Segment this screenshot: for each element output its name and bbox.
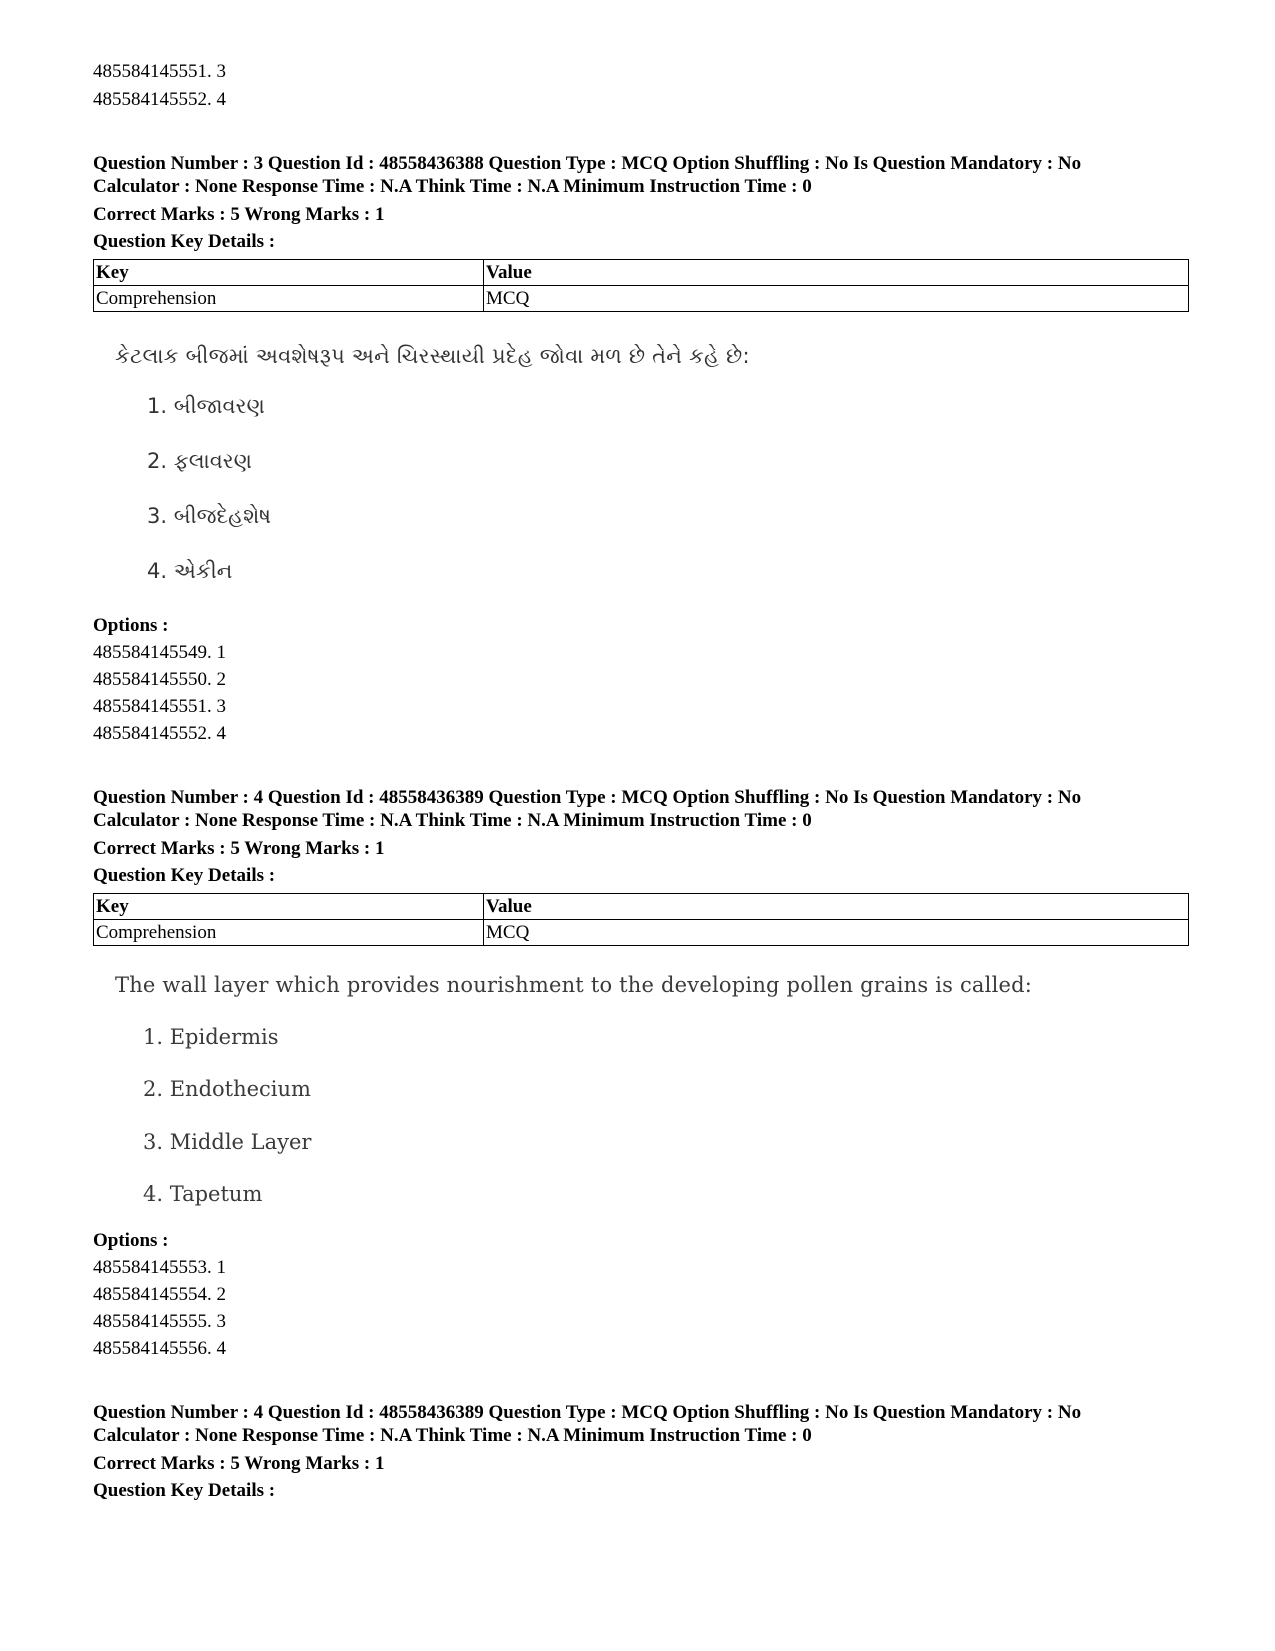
choice-item: 1. બીજાવરણ	[147, 394, 265, 418]
choice-item: 4. એકીન	[147, 559, 233, 583]
option-line: 485584145551. 3	[93, 696, 226, 717]
option-line: 485584145554. 2	[93, 1284, 226, 1305]
marks-line: Correct Marks : 5 Wrong Marks : 1	[93, 1453, 385, 1474]
table-key-header: Key	[94, 260, 484, 286]
option-line: 485584145549. 1	[93, 642, 226, 663]
options-label: Options :	[93, 615, 169, 636]
question-image	[115, 973, 1033, 1206]
choice-item: 1. Epidermis	[143, 1025, 279, 1049]
option-line: 485584145552. 4	[93, 723, 226, 744]
option-line: 485584145550. 2	[93, 669, 226, 690]
question-header-line2: Calculator : None Response Time : N.A Think Time : N.A Minimum Instruction Time : 0	[93, 810, 812, 831]
option-line: 485584145553. 1	[93, 1257, 226, 1278]
option-line: 485584145556. 4	[93, 1338, 226, 1359]
table-key-cell: Comprehension	[94, 920, 484, 946]
question-header-line2: Calculator : None Response Time : N.A Think Time : N.A Minimum Instruction Time : 0	[93, 1425, 812, 1446]
choice-item: 4. Tapetum	[143, 1182, 263, 1206]
option-line: 485584145551. 3	[93, 61, 226, 82]
marks-line: Correct Marks : 5 Wrong Marks : 1	[93, 204, 385, 225]
table-key-cell: Comprehension	[94, 286, 484, 312]
option-line: 485584145552. 4	[93, 89, 226, 110]
table-key-header: Key	[94, 894, 484, 920]
table-value-cell: MCQ	[484, 920, 1189, 946]
table-value-header: Value	[484, 260, 1189, 286]
table-value-cell: MCQ	[484, 286, 1189, 312]
question-image	[115, 344, 750, 583]
choice-item: 2. ફલાવરણ	[147, 449, 252, 473]
question-header-line1: Question Number : 4 Question Id : 48558436389 Question Type : MCQ Option Shuffling : No Is Question Mandatory : No	[93, 787, 1082, 808]
key-details-label: Question Key Details :	[93, 1480, 276, 1501]
question-text: કેટલાક બીજમાં અવશેષરૂપ અને ચિરસ્થાયી પ્રદેહ જોવા મળ છે તેને કહે છે:	[115, 344, 750, 368]
question-header-line2: Calculator : None Response Time : N.A Think Time : N.A Minimum Instruction Time : 0	[93, 176, 812, 197]
options-label: Options :	[93, 1230, 169, 1251]
marks-line: Correct Marks : 5 Wrong Marks : 1	[93, 838, 385, 859]
choice-item: 3. Middle Layer	[143, 1130, 312, 1154]
question-key-table	[93, 259, 1189, 312]
option-line: 485584145555. 3	[93, 1311, 226, 1332]
choice-item: 3. બીજદેહશેષ	[147, 504, 272, 528]
question-header-line1: Question Number : 4 Question Id : 48558436389 Question Type : MCQ Option Shuffling : No Is Question Mandatory : No	[93, 1402, 1082, 1423]
question-header-line1: Question Number : 3 Question Id : 48558436388 Question Type : MCQ Option Shuffling : No Is Question Mandatory : No	[93, 153, 1082, 174]
question-text: The wall layer which provides nourishment to the developing pollen grains is called:	[115, 973, 1033, 997]
choice-item: 2. Endothecium	[143, 1077, 311, 1101]
table-value-header: Value	[484, 894, 1189, 920]
key-details-label: Question Key Details :	[93, 231, 276, 252]
question-key-table	[93, 893, 1189, 946]
key-details-label: Question Key Details :	[93, 865, 276, 886]
